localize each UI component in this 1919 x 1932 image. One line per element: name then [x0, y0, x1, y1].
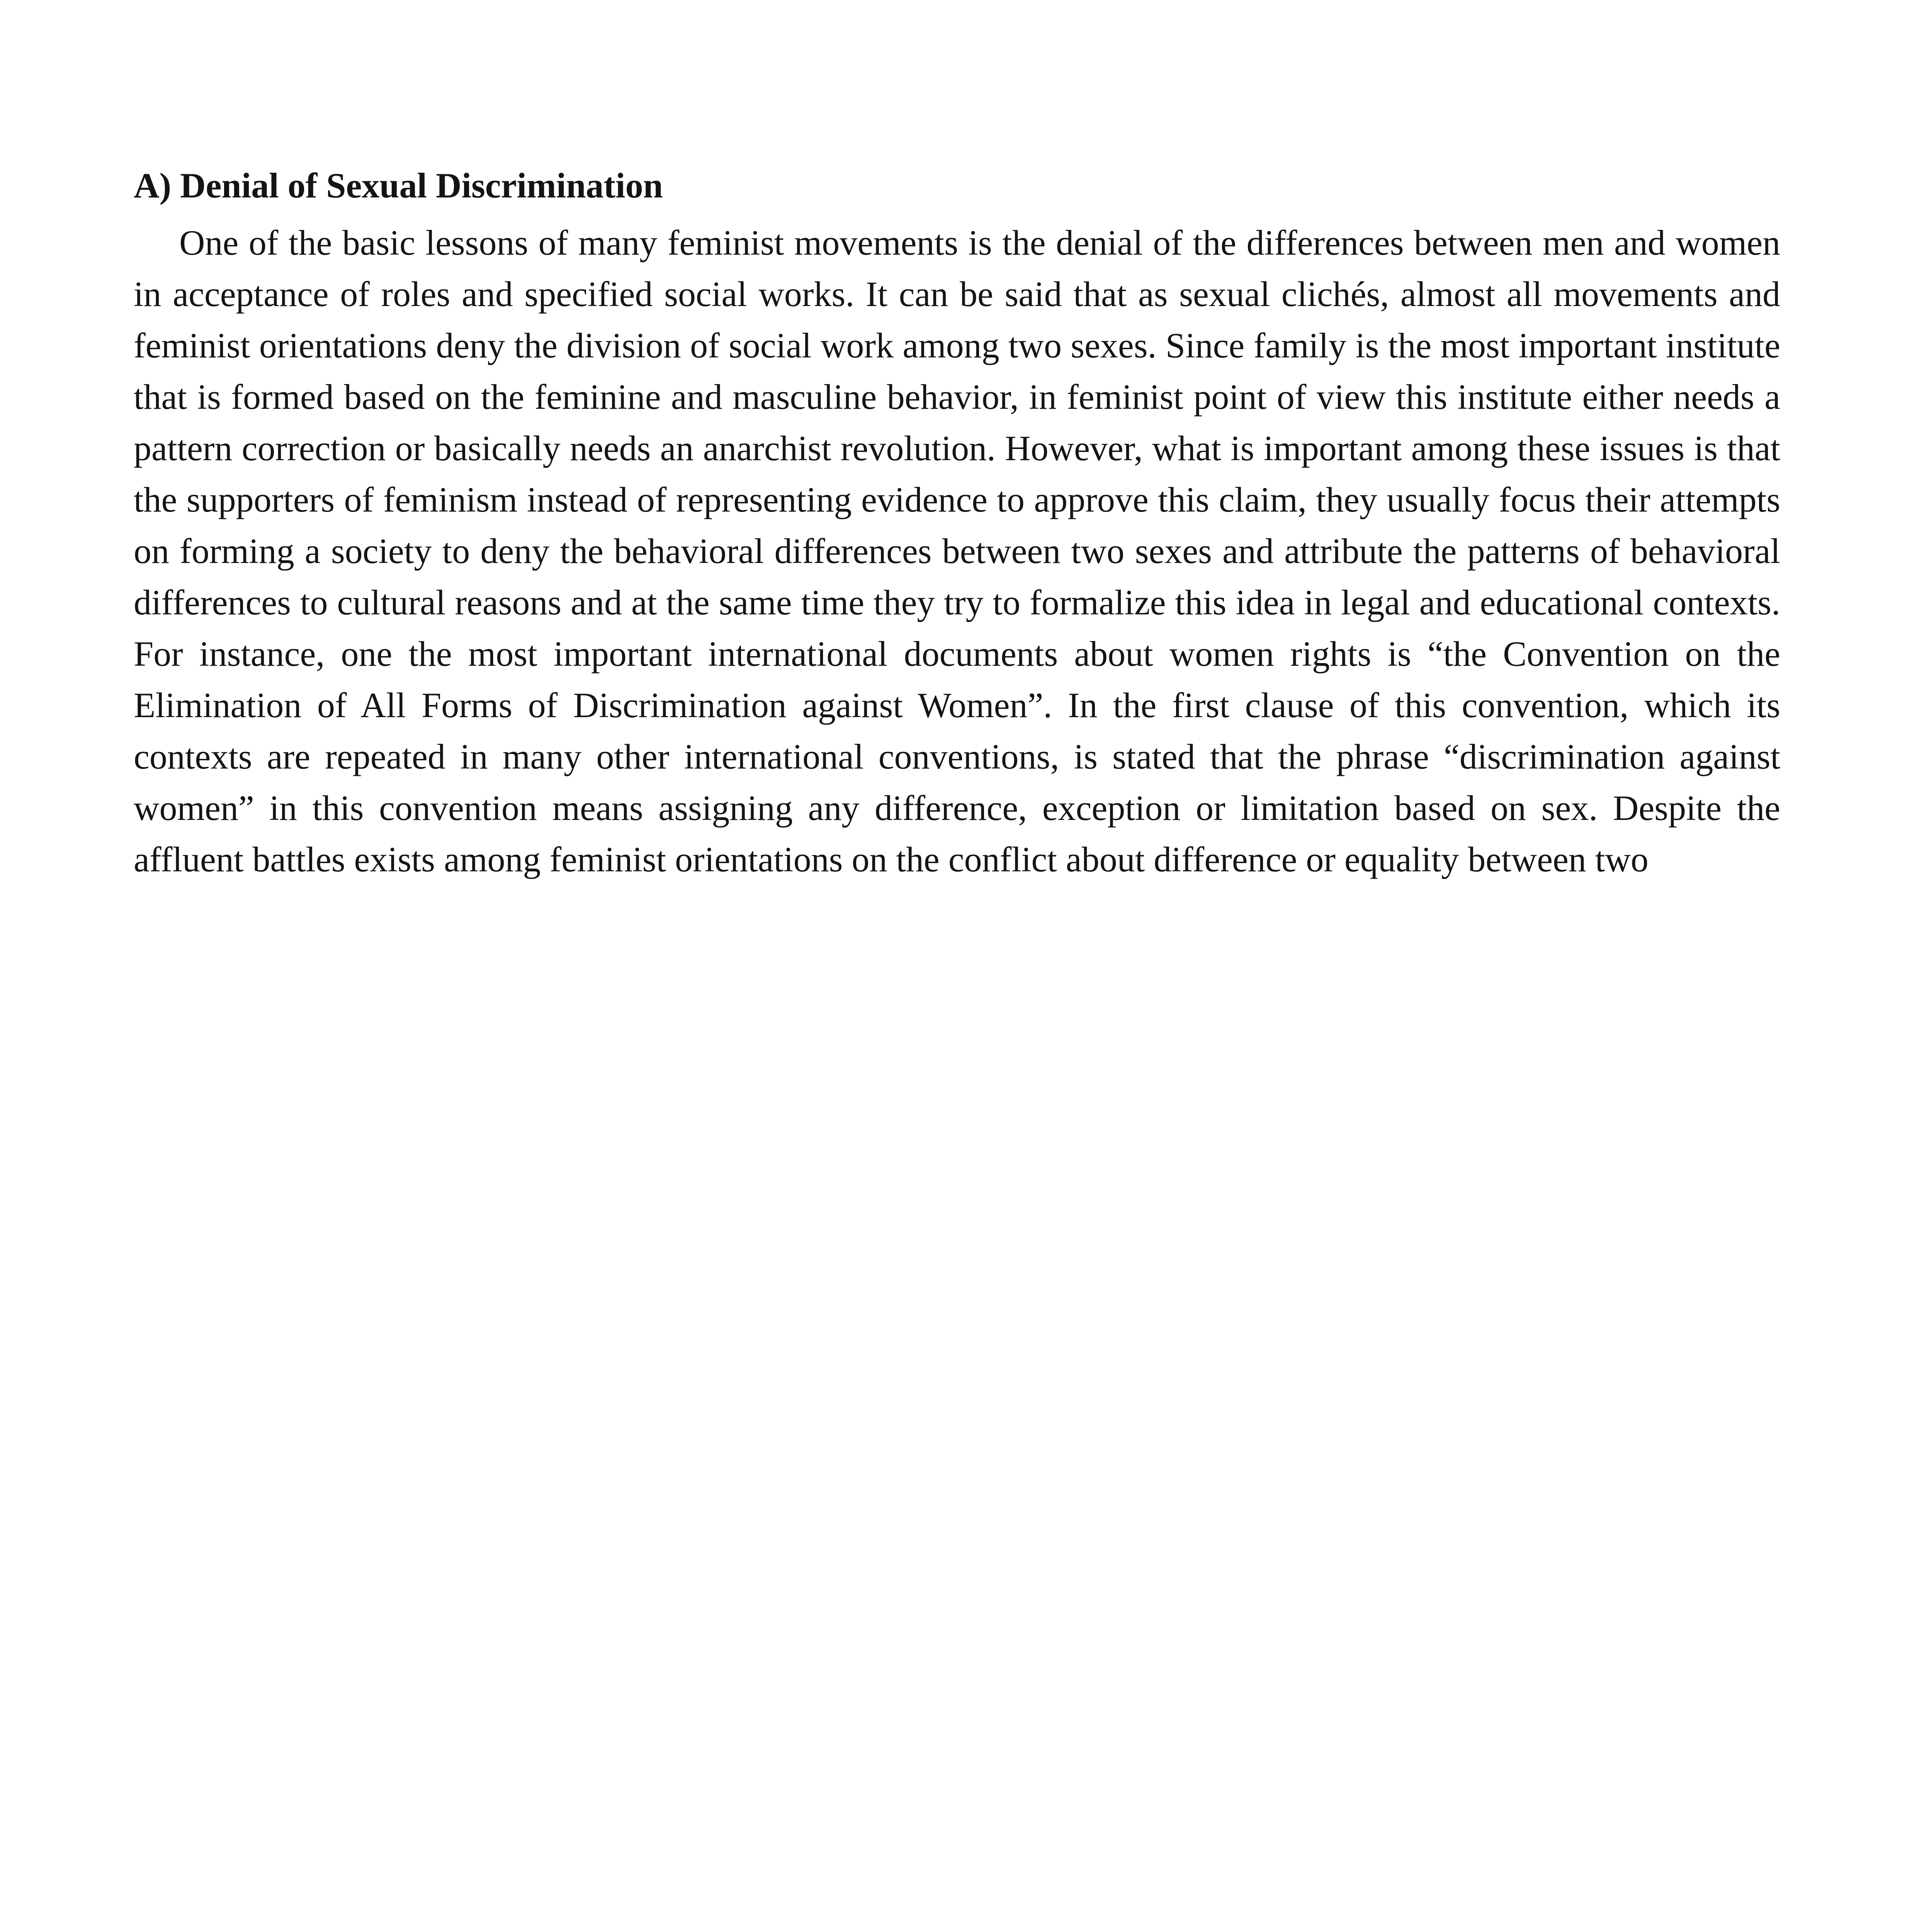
body-paragraph: One of the basic lessons of many feminist movements is the denial of the differences between men and women in acceptance of roles and specified social works. It can be said that as sexual clichés, almost all movements and feminist orientations deny the division of social work among two sexes. Since family is the most important institute that is formed based on the feminine and masculine behavior, in feminist point of view this institute either needs a pattern correction or basically needs an anarchist revolution. However, what is important among these issues is that the supporters of feminism instead of representing evidence to approve this claim, they usually focus their attempts on forming a society to deny the behavioral differences between two sexes and attribute the patterns of behavioral differences to cultural reasons and at the same time they try to formalize this idea in legal and educational contexts. For instance, one the most important international documents about women rights is “the Convention on the Elimination of All Forms of Discrimination against Women”. In the first clause of this convention, which its contexts are repeated in many other international conventions, is stated that the phrase “discrimination against women” in this convention means assigning any difference, exception or limitation based on sex. Despite the affluent battles exists among feminist orientations on the conflict about difference or equality between two [134, 223, 1780, 879]
page-content [134, 162, 1780, 885]
section-heading: A) Denial of Sexual Discrimination [134, 166, 663, 205]
